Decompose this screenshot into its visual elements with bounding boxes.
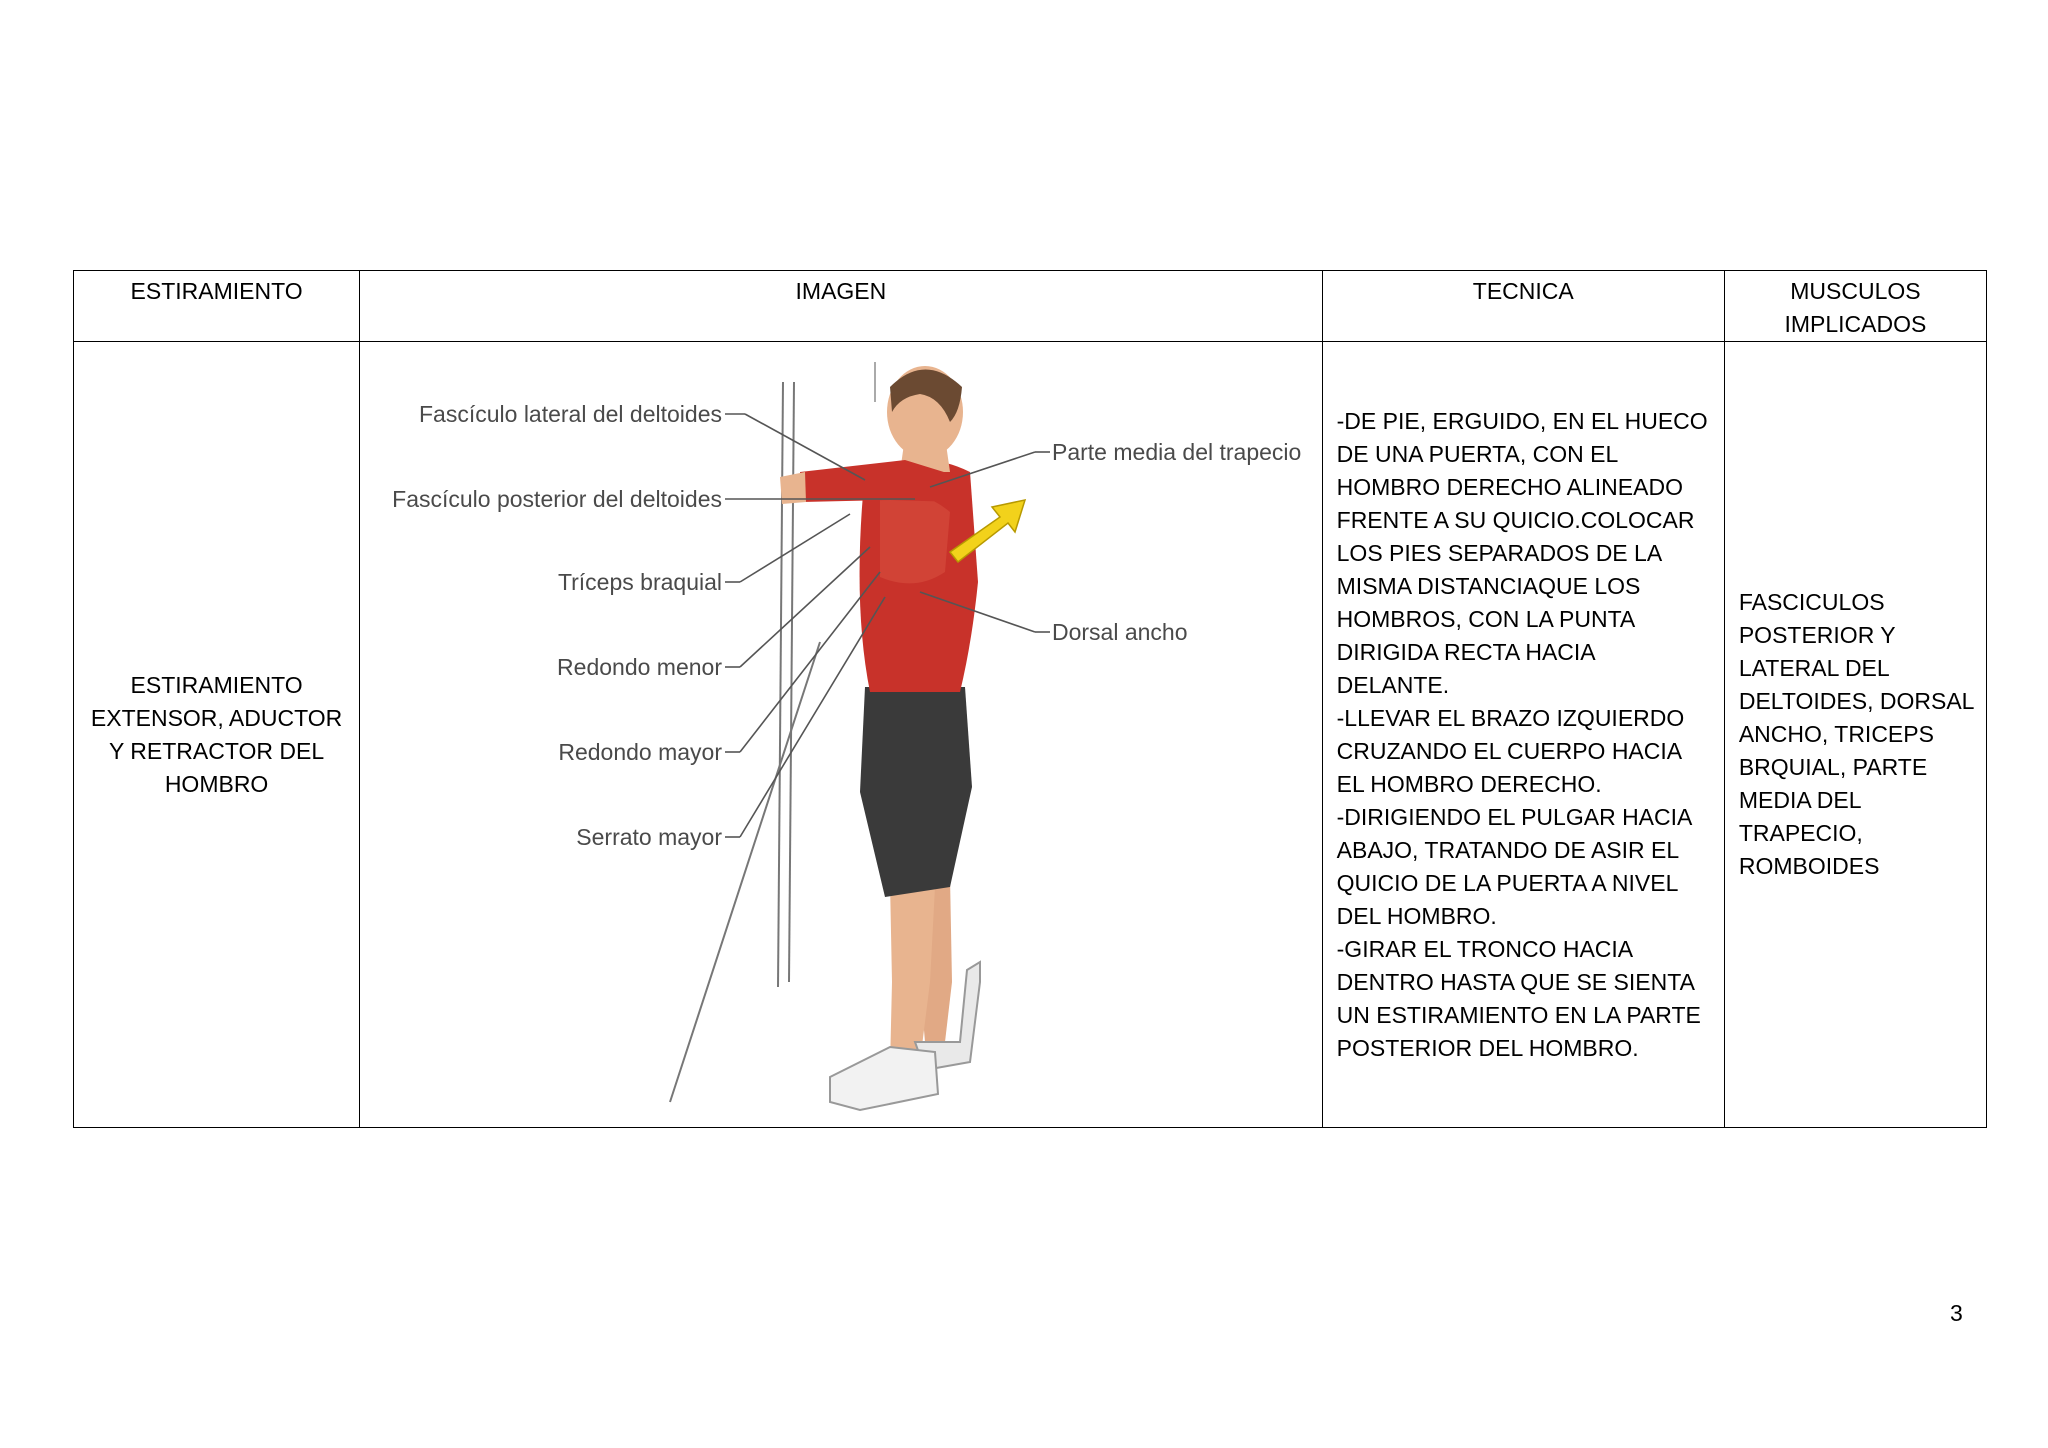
label-redondo-mayor: Redondo mayor xyxy=(558,739,723,765)
header-imagen: IMAGEN xyxy=(360,271,1323,342)
header-row xyxy=(74,271,1987,342)
label-serrato-mayor: Serrato mayor xyxy=(576,824,723,850)
header-estiramiento: ESTIRAMIENTO xyxy=(74,271,360,342)
stretch-table xyxy=(73,270,1987,1128)
label-redondo-menor: Redondo menor xyxy=(557,654,723,680)
human-figure xyxy=(780,366,1025,1110)
label-dorsal-ancho: Dorsal ancho xyxy=(1052,619,1188,645)
header-musculos: MUSCULOS IMPLICADOS xyxy=(1724,271,1986,342)
page-number: 3 xyxy=(1950,1300,1963,1326)
stretch-name-cell xyxy=(74,342,360,1128)
technique-step: -DE PIE, ERGUIDO, EN EL HUECO DE UNA PUERTA, CON EL HOMBRO DERECHO ALINEADO FRENTE A SU QUICIO.COLOCAR LOS PIES SEPARADOS DE LA MISMA DISTANCIAQUE LOS HOMBROS, CON LA PUNTA DIRIGIDA RECTA HACIA DELANTE. xyxy=(1336,407,1708,698)
muscles-cell xyxy=(1724,342,1986,1128)
technique-cell xyxy=(1322,342,1724,1128)
label-fasciculo-posterior: Fascículo posterior del deltoides xyxy=(392,486,723,512)
table-row xyxy=(74,342,1987,1128)
stretch-illustration xyxy=(360,342,1322,1127)
label-triceps: Tríceps braquial xyxy=(558,569,723,595)
label-trapecio: Parte media del trapecio xyxy=(1052,439,1302,465)
technique-step: -DIRIGIENDO EL PULGAR HACIA ABAJO, TRATANDO DE ASIR EL QUICIO DE LA PUERTA A NIVEL DEL HOMBRO. xyxy=(1336,803,1692,929)
technique-step: -GIRAR EL TRONCO HACIA DENTRO HASTA QUE SE SIENTA UN ESTIRAMIENTO EN LA PARTE POSTERIOR DEL HOMBRO. xyxy=(1336,935,1701,1061)
header-tecnica: TECNICA xyxy=(1322,271,1724,342)
stretch-name: ESTIRAMIENTO EXTENSOR, ADUCTOR Y RETRACTOR DEL HOMBRO xyxy=(90,671,343,797)
image-cell xyxy=(360,342,1323,1128)
muscles-list: FASCICULOS POSTERIOR Y LATERAL DEL DELTOIDES, DORSAL ANCHO, TRICEPS BRQUIAL, PARTE MEDIA DEL TRAPECIO, ROMBOIDES xyxy=(1738,589,1974,879)
technique-step: -LLEVAR EL BRAZO IZQUIERDO CRUZANDO EL CUERPO HACIA EL HOMBRO DERECHO. xyxy=(1336,704,1685,797)
label-fasciculo-lateral: Fascículo lateral del deltoides xyxy=(419,401,723,427)
